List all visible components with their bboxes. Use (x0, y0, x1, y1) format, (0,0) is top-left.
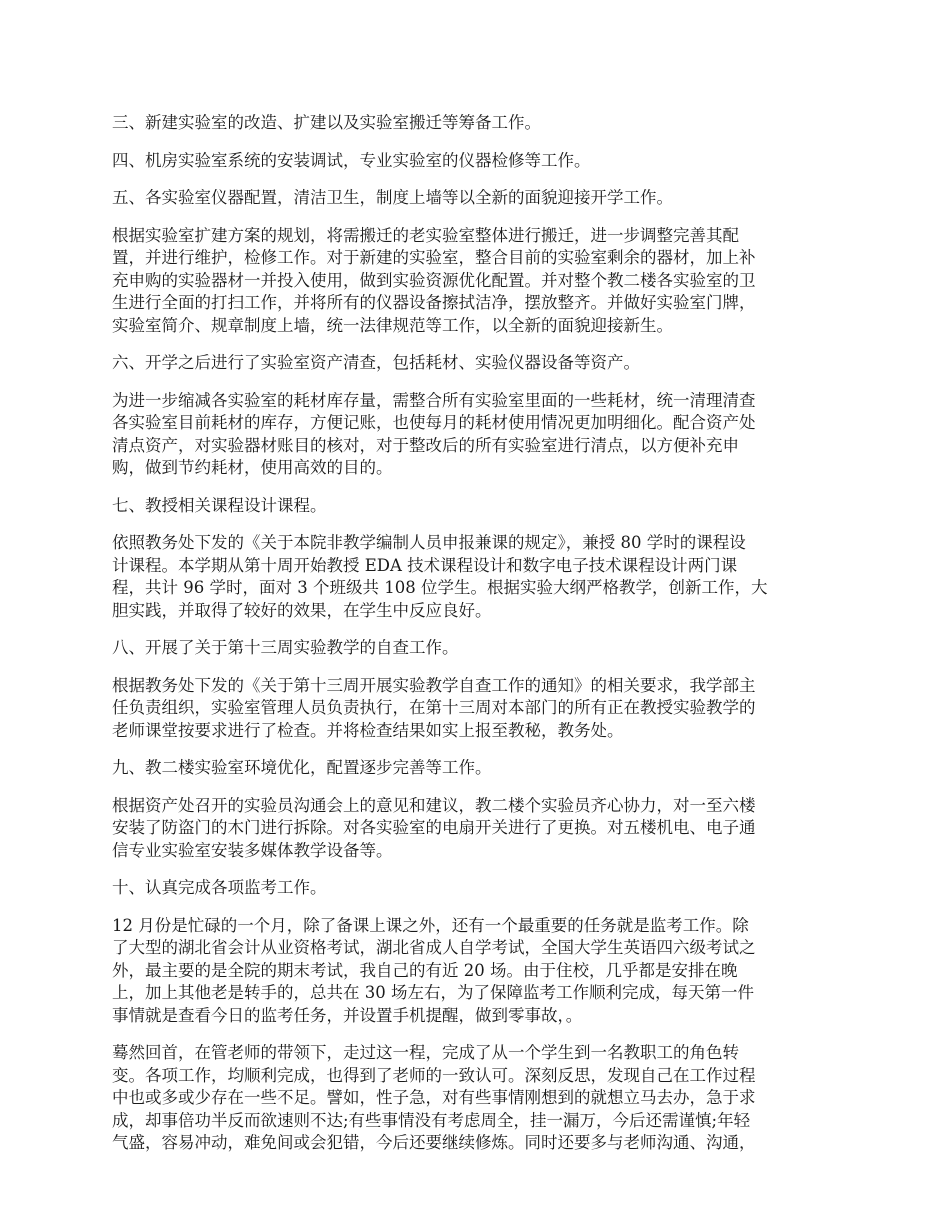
section-heading-7: 七、教授相关课程设计课程。 (112, 495, 327, 515)
document-page (112, 112, 840, 1170)
section-heading-9: 九、教二楼实验室环境优化，配置逐步完善等工作。 (112, 758, 492, 777)
body-paragraph: 根据资产处召开的实验员沟通会上的意见和建议，教二楼个实验员齐心协力，对一至六楼 安装了防盗门的木门进行拆除。对各实验室的电扇开关进行了更换。对五楼机电、电子通 信专业实验室安装多媒体教学设备等。 (112, 795, 756, 860)
section-heading-10: 十、认真完成各项监考工作。 (112, 878, 327, 897)
body-paragraph: 12 月份是忙碌的一个月，除了备课上课之外，还有一个最重要的任务就是监考工作。除 了大型的湖北省会计从业资格考试，湖北省成人自学考试，全国大学生英语四六级考试之 外，最主要的是全院的期末考试，我自己的有近 20 场。由于住校，几乎都是安排在晚 上，加上其他老是转手的，总共在 30 场左右，为了保障监考工作顺利完成，每天第一件 事情就是查看今日的监考任务，并设置手机提醒，做到零事故，。 (112, 915, 756, 1025)
section-heading-4: 四、机房实验室系统的安装调试，专业实验室的仪器检修等工作。 (112, 150, 591, 170)
body-paragraph: 为进一步缩减各实验室的耗材库存量，需整合所有实验室里面的一些耗材，统一清理清查 各实验室目前耗材的库存，方便记账，也使每月的耗材使用情况更加明细化。配合资产处 清点资产，对实验器材账目的核对，对于整改后的所有实验室进行清点，以方便补充申 购，做到节约耗材，使用高效的目的。 (112, 390, 756, 477)
section-heading-8: 八、开展了关于第十三周实验教学的自查工作。 (112, 638, 459, 657)
section-heading-3: 三、新建实验室的改造、扩建以及实验室搬迁等筹备工作。 (112, 113, 541, 132)
section-heading-6: 六、开学之后进行了实验室资产清查，包括耗材、实验仪器设备等资产。 (112, 353, 640, 372)
body-paragraph: 依照教务处下发的《关于本院非教学编制人员申报兼课的规定》，兼授 80 学时的课程设 计课程。本学期从第十周开始教授 EDA 技术课程设计和数字电子技术课程设计两门课 程，共计 96 学时，面对 3 个班级共 108 位学生。根据实验大纲严格教学，创新工作，大 胆实践，并取得了较好的效果，在学生中反应良好。 (112, 533, 768, 620)
section-heading-5: 五、各实验室仪器配置，清洁卫生，制度上墙等以全新的面貌迎接开学工作。 (112, 188, 673, 207)
body-paragraph: 根据实验室扩建方案的规划，将需搬迁的老实验室整体进行搬迁，进一步调整完善其配 置，并进行维护，检修工作。对于新建的实验室，整合目前的实验室剩余的器材，加上补 充申购的实验器材一并投入使用，做到实验资源优化配置。并对整个教二楼各实验室的卫 生进行全面的打扫工作，并将所有的仪器设备擦拭洁净，摆放整齐。并做好实验室门牌， 实验室简介、规章制度上墙，统一法律规范等工作，以全新的面貌迎接新生。 (112, 225, 756, 335)
body-paragraph: 根据教务处下发的《关于第十三周开展实验教学自查工作的通知》的相关要求，我学部主 任负责组织，实验室管理人员负责执行，在第十三周对本部门的所有正在教授实验教学的 老师课堂按要求进行了检查。并将检查结果如实上报至教秘，教务处。 (112, 675, 756, 740)
body-paragraph: 蓦然回首，在管老师的带领下，走过这一程，完成了从一个学生到一名教职工的角色转 变。各项工作，均顺利完成，也得到了老师的一致认可。深刻反思，发现自己在工作过程 中也或多或少存在一些不足。譬如，性子急，对有些事情刚想到的就想立马去办，急于求 成，却事倍功半反而欲速则不达;有些事情没有考虑周全，挂一漏万，今后还需谨慎;年轻 气盛，容易冲动，难免间或会犯错，今后还要继续修炼。同时还要多与老师沟通、沟通， (112, 1043, 756, 1152)
